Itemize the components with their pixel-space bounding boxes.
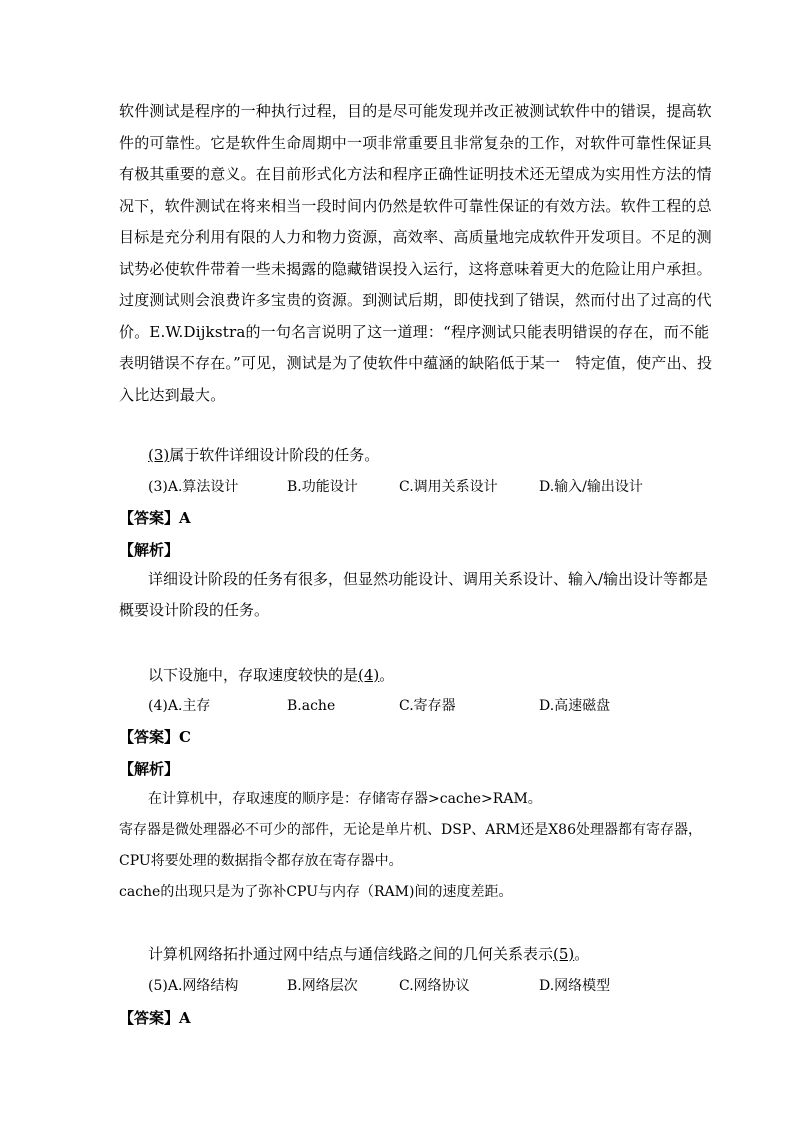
question-5-answer — [119, 1008, 191, 1028]
question-3-blank: (3) — [148, 446, 170, 464]
question-5-blank: (5) — [553, 945, 575, 963]
question-4-option-a: (4)A.主存 — [148, 698, 211, 714]
intro-line: 入比达到最大。 — [119, 385, 226, 404]
question-4-stem — [148, 665, 394, 685]
question-4-option-c: C.寄存器 — [399, 698, 456, 714]
question-4-analysis-line: 寄存器是微处理器必不可少的部件，无论是单片机、DSP、ARM还是X86处理器都有寄存器， — [119, 822, 703, 838]
question-5-option-d: D.网络模型 — [539, 978, 611, 994]
question-5-stem — [148, 944, 589, 964]
question-3-analysis-line: 概要设计阶段的任务。 — [119, 601, 270, 619]
question-5-option-c: C.网络协议 — [399, 978, 470, 994]
question-4-option-b: B.ache — [287, 698, 336, 714]
question-3-option-b: B.功能设计 — [287, 479, 358, 495]
question-5-option-b: B.网络层次 — [287, 978, 358, 994]
question-5-option-a: (5)A.网络结构 — [148, 978, 239, 994]
question-4-blank: (4) — [358, 666, 380, 684]
question-4-analysis-line: 在计算机中，存取速度的顺序是：存储寄存器>cache>RAM。 — [148, 791, 542, 807]
intro-line: 试势必使软件带着一些未揭露的隐藏错误投入运行，这将意味着更大的危险让用户承担。 — [119, 259, 712, 278]
intro-line: 况下，软件测试在将来相当一段时间内仍然是软件可靠性保证的有效方法。软件工程的总 — [119, 196, 712, 215]
question-4-answer — [119, 727, 191, 747]
intro-paragraph — [119, 96, 713, 411]
intro-line: 价。E.W.Dijkstra的一句名言说明了这一道理：“程序测试只能表明错误的存在，而不能 — [119, 322, 710, 341]
answer-value: A — [179, 509, 191, 527]
question-4-analysis-line: CPU将要处理的数据指令都存放在寄存器中。 — [119, 853, 403, 869]
question-4-option-d: D.高速磁盘 — [539, 698, 611, 714]
answer-value: A — [179, 1009, 191, 1027]
intro-line: 目标是充分利用有限的人力和物力资源，高效率、高质量地完成软件开发项目。不足的测 — [119, 228, 712, 246]
question-3-option-d: D.输入/输出设计 — [539, 479, 643, 495]
question-3-analysis-line: 详细设计阶段的任务有很多，但显然功能设计、调用关系设计、输入/输出设计等都是 — [148, 570, 709, 588]
question-3-option-a: (3)A.算法设计 — [148, 479, 239, 495]
intro-line: 表明错误不存在。”可见，测试是为了使软件中蕴涵的缺陷低于某一 特定值，使产出、投 — [119, 354, 713, 372]
answer-label: 【答案】 — [119, 728, 180, 746]
answer-label: 【答案】 — [119, 509, 180, 527]
question-5-end: 。 — [574, 945, 590, 963]
question-3-answer — [119, 508, 191, 528]
answer-label: 【答案】 — [119, 1009, 180, 1027]
question-3-option-c: C.调用关系设计 — [399, 479, 498, 495]
answer-value: C — [179, 728, 191, 746]
question-4-analysis-line: cache的出现只是为了弥补CPU与内存（RAM)间的速度差距。 — [119, 884, 513, 900]
intro-line: 软件测试是程序的一种执行过程，目的是尽可能发现并改正被测试软件中的错误，提高软 — [119, 102, 712, 120]
question-4-end: 。 — [379, 666, 395, 684]
intro-line: 有极其重要的意义。在目前形式化方法和程序正确性证明技术还无望成为实用性方法的情 — [119, 165, 712, 183]
intro-line: 件的可靠性。它是软件生命周期中一项非常重要且非常复杂的工作，对软件可靠性保证具 — [119, 133, 712, 152]
question-4-text: 以下设施中，存取速度较快的是 — [148, 666, 359, 684]
question-3-analysis-label: 【解析】 — [119, 541, 180, 559]
question-4-analysis-label: 【解析】 — [119, 760, 180, 778]
question-5-text: 计算机网络拓扑通过网中结点与通信线路之间的几何关系表示 — [148, 945, 554, 963]
question-3-stem — [148, 445, 379, 465]
intro-line: 过度测试则会浪费许多宝贵的资源。到测试后期，即使找到了错误，然而付出了过高的代 — [119, 291, 712, 309]
question-3-text: 属于软件详细设计阶段的任务。 — [169, 446, 380, 464]
